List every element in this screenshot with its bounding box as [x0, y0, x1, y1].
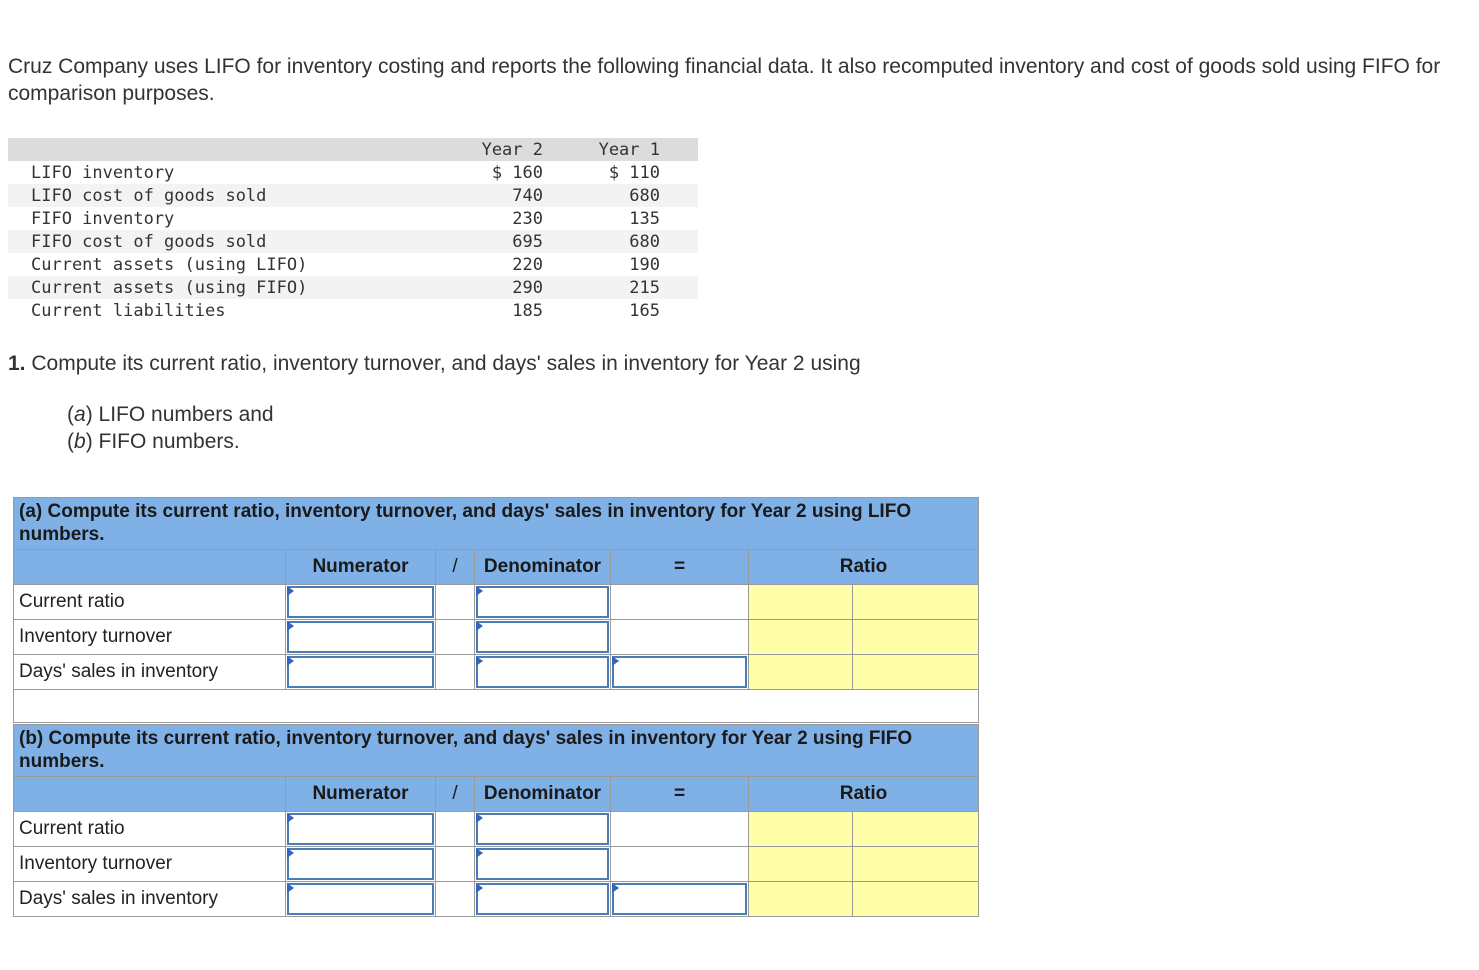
question-subparts	[67, 401, 274, 455]
numerator-input[interactable]	[287, 813, 434, 845]
numerator-header: Numerator	[286, 777, 436, 812]
ratio-unit-cell	[853, 882, 979, 917]
ratio-answer-cell[interactable]	[749, 655, 853, 690]
divide-header: /	[436, 550, 475, 585]
table-row	[14, 585, 979, 620]
year-1-value: 680	[543, 184, 698, 207]
row-label-inventory-turnover: Inventory turnover	[14, 620, 286, 655]
part-b-title: (b) Compute its current ratio, inventory turnover, and days' sales in inventory for Year 2 using FIFO numbers.	[14, 725, 979, 777]
row-label: FIFO cost of goods sold	[8, 230, 331, 253]
year-1-value: 215	[543, 276, 698, 299]
row-label: LIFO inventory	[8, 161, 331, 184]
question-text: Compute its current ratio, inventory turnover, and days' sales in inventory for Year 2 using	[31, 352, 861, 375]
days-input[interactable]	[612, 883, 747, 915]
equals-header: =	[611, 550, 749, 585]
year-1-value: $ 110	[543, 161, 698, 184]
ratio-answer-cell[interactable]	[749, 620, 853, 655]
ratio-header: Ratio	[749, 777, 979, 812]
row-label: Current assets (using LIFO)	[8, 253, 331, 276]
table-row	[8, 253, 698, 276]
year-2-value: 290	[331, 276, 543, 299]
denominator-input[interactable]	[476, 621, 609, 653]
row-label-inventory-turnover: Inventory turnover	[14, 847, 286, 882]
row-label-days-sales: Days' sales in inventory	[14, 882, 286, 917]
ratio-unit-cell	[853, 847, 979, 882]
denominator-input[interactable]	[476, 813, 609, 845]
subpart-a: (a) LIFO numbers and	[67, 403, 274, 426]
denominator-header: Denominator	[475, 550, 611, 585]
denominator-input[interactable]	[476, 656, 609, 688]
ratio-unit-cell	[853, 620, 979, 655]
ratio-header: Ratio	[749, 550, 979, 585]
part-a-title: (a) Compute its current ratio, inventory turnover, and days' sales in inventory for Year 2 using LIFO numbers.	[14, 498, 979, 550]
denominator-input[interactable]	[476, 586, 609, 618]
table-row	[8, 276, 698, 299]
year-1-value: 165	[543, 299, 698, 322]
year-2-value: 740	[331, 184, 543, 207]
part-b-answer-table	[13, 724, 979, 917]
ratio-answer-cell[interactable]	[749, 882, 853, 917]
row-label-current-ratio: Current ratio	[14, 812, 286, 847]
intro-text: Cruz Company uses LIFO for inventory costing and reports the following financial data. It also recomputed inventory and cost of goods sold using FIFO for comparison purposes.	[8, 55, 1441, 105]
row-label: FIFO inventory	[8, 207, 331, 230]
financial-data-table	[8, 138, 698, 322]
ratio-unit-cell	[853, 655, 979, 690]
question-number: 1.	[8, 352, 26, 375]
year-1-value: 135	[543, 207, 698, 230]
row-label: LIFO cost of goods sold	[8, 184, 331, 207]
ratio-answer-cell[interactable]	[749, 812, 853, 847]
year-2-value: 230	[331, 207, 543, 230]
year-2-value: $ 160	[331, 161, 543, 184]
part-a-answer-table	[13, 497, 979, 723]
question-prompt	[8, 350, 861, 377]
table-row	[8, 161, 698, 184]
days-input[interactable]	[612, 656, 747, 688]
table-row	[8, 299, 698, 322]
subpart-b: (b) FIFO numbers.	[67, 430, 240, 453]
row-label: Current assets (using FIFO)	[8, 276, 331, 299]
data-table-header	[8, 138, 698, 161]
ratio-unit-cell	[853, 585, 979, 620]
year-2-value: 220	[331, 253, 543, 276]
year-2-value: 185	[331, 299, 543, 322]
table-row	[8, 184, 698, 207]
row-label-days-sales: Days' sales in inventory	[14, 655, 286, 690]
denominator-input[interactable]	[476, 848, 609, 880]
denominator-input[interactable]	[476, 883, 609, 915]
table-row	[14, 847, 979, 882]
equals-header: =	[611, 777, 749, 812]
header-year-1: Year 1	[543, 138, 698, 161]
ratio-unit-cell	[853, 812, 979, 847]
table-row	[14, 812, 979, 847]
numerator-input[interactable]	[287, 848, 434, 880]
column-headers	[14, 550, 979, 585]
row-label-current-ratio: Current ratio	[14, 585, 286, 620]
table-row	[8, 230, 698, 253]
divide-header: /	[436, 777, 475, 812]
numerator-input[interactable]	[287, 621, 434, 653]
table-row	[14, 620, 979, 655]
year-1-value: 190	[543, 253, 698, 276]
table-row	[8, 207, 698, 230]
numerator-input[interactable]	[287, 656, 434, 688]
denominator-header: Denominator	[475, 777, 611, 812]
year-2-value: 695	[331, 230, 543, 253]
table-row	[14, 655, 979, 690]
ratio-answer-cell[interactable]	[749, 847, 853, 882]
numerator-input[interactable]	[287, 883, 434, 915]
column-headers	[14, 777, 979, 812]
numerator-header: Numerator	[286, 550, 436, 585]
table-row	[14, 882, 979, 917]
row-label: Current liabilities	[8, 299, 331, 322]
year-1-value: 680	[543, 230, 698, 253]
numerator-input[interactable]	[287, 586, 434, 618]
header-year-2: Year 2	[331, 138, 543, 161]
ratio-answer-cell[interactable]	[749, 585, 853, 620]
